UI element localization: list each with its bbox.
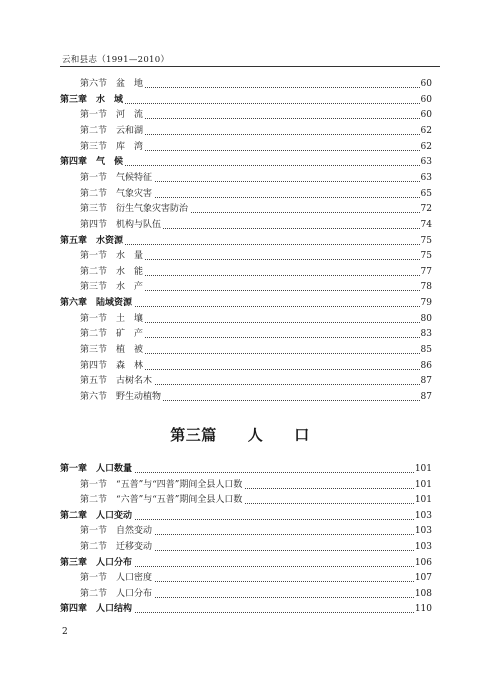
dot-leader	[96, 612, 424, 613]
dot-leader	[96, 353, 424, 354]
toc-page-number: 75	[420, 233, 432, 250]
toc-page-number: 79	[420, 295, 432, 312]
dot-leader	[96, 306, 424, 307]
toc-chapter-label: 第五章 水资源	[60, 233, 125, 250]
dot-leader	[96, 165, 424, 166]
toc-page-number: 62	[420, 123, 432, 140]
toc-section-row	[0, 570, 480, 587]
dot-leader	[96, 322, 424, 323]
toc-page-number: 80	[420, 311, 432, 328]
toc-section-label: 第一节 自然变动	[80, 523, 154, 540]
toc-section-label: 第四节 机构与队伍	[80, 217, 163, 234]
toc-page-number: 101	[414, 477, 432, 494]
toc-section-label: 第一节 水 量	[80, 248, 145, 265]
toc-chapter-row	[0, 233, 480, 250]
toc-section-row	[0, 201, 480, 218]
toc-page-number: 72	[420, 201, 432, 218]
page-number: 2	[62, 627, 68, 637]
toc-section-row	[0, 217, 480, 234]
toc-section-label: 第二节 “六普”与“五普”期间全县人口数	[80, 492, 244, 509]
toc-page-number: 107	[414, 570, 432, 587]
toc-section-row	[0, 326, 480, 343]
dot-leader	[96, 519, 424, 520]
toc-page-number: 108	[414, 586, 432, 603]
toc-section-row	[0, 539, 480, 556]
toc-section-label: 第一节 人口密度	[80, 570, 154, 587]
toc-chapter-label: 第三章 水 域	[60, 92, 125, 109]
toc-chapter-row	[0, 154, 480, 171]
dot-leader	[96, 259, 424, 260]
toc-page-number: 63	[420, 170, 432, 187]
dot-leader	[96, 103, 424, 104]
toc-page-number: 75	[420, 248, 432, 265]
toc-chapter-row	[0, 555, 480, 572]
toc-chapter-row	[0, 508, 480, 525]
toc-page-number: 103	[414, 508, 432, 525]
dot-leader	[96, 118, 424, 119]
toc-page-number: 77	[420, 264, 432, 281]
toc-section-row	[0, 358, 480, 375]
toc-section-row	[0, 492, 480, 509]
dot-leader	[96, 566, 424, 567]
toc-page-number: 101	[414, 461, 432, 478]
toc-section-label: 第二节 水 能	[80, 264, 145, 281]
dot-leader	[96, 369, 424, 370]
toc-page-number: 87	[420, 373, 432, 390]
dot-leader	[96, 472, 424, 473]
toc-section-label: 第二节 人口分布	[80, 586, 154, 603]
toc-section-row	[0, 123, 480, 140]
toc-page-number: 60	[420, 107, 432, 124]
toc-section-row	[0, 139, 480, 156]
dot-leader	[96, 244, 424, 245]
toc-page-number: 87	[420, 389, 432, 406]
toc-section-row	[0, 186, 480, 203]
toc-section-row	[0, 523, 480, 540]
toc-chapter-label: 第三章 人口分布	[60, 555, 134, 572]
toc-chapter-label: 第一章 人口数量	[60, 461, 134, 478]
toc-section-row	[0, 342, 480, 359]
dot-leader	[96, 337, 424, 338]
toc-page-number: 60	[420, 76, 432, 93]
toc-chapter-label: 第四章 气 候	[60, 154, 125, 171]
dot-leader	[96, 290, 424, 291]
toc-section-row	[0, 107, 480, 124]
toc-section-row	[0, 76, 480, 93]
toc-page-number: 83	[420, 326, 432, 343]
toc-section-label: 第四节 森 林	[80, 358, 145, 375]
toc-section-label: 第二节 云和湖	[80, 123, 145, 140]
toc-section-row	[0, 248, 480, 265]
toc-section-label: 第三节 植 被	[80, 342, 145, 359]
toc-page-number: 101	[414, 492, 432, 509]
toc-page-number: 103	[414, 539, 432, 556]
toc-page-number: 63	[420, 154, 432, 171]
toc-chapter-row	[0, 295, 480, 312]
toc-section-label: 第三节 水 产	[80, 279, 145, 296]
toc-section-label: 第六节 盆 地	[80, 76, 145, 93]
toc-chapter-label: 第二章 人口变动	[60, 508, 134, 525]
toc-section-label: 第一节 “五普”与“四普”期间全县人口数	[80, 477, 244, 494]
toc-page-number: 86	[420, 358, 432, 375]
toc-page-number: 78	[420, 279, 432, 296]
toc-chapter-label: 第六章 陆域资源	[60, 295, 134, 312]
toc-page-number: 106	[414, 555, 432, 572]
toc-section-row	[0, 311, 480, 328]
toc-page-number: 103	[414, 523, 432, 540]
toc-section-label: 第一节 土 壤	[80, 311, 145, 328]
toc-section-label: 第三节 衍生气象灾害防治	[80, 201, 190, 218]
dot-leader	[96, 150, 424, 151]
header-rule	[60, 66, 440, 67]
toc-section-label: 第一节 气候特征	[80, 170, 154, 187]
toc-page-number: 65	[420, 186, 432, 203]
dot-leader	[96, 87, 424, 88]
toc-page-number: 74	[420, 217, 432, 234]
toc-chapter-label: 第四章 人口结构	[60, 601, 134, 618]
toc-section-label: 第二节 矿 产	[80, 326, 145, 343]
toc-section-label: 第二节 迁移变动	[80, 539, 154, 556]
running-head: 云和县志（1991—2010）	[62, 55, 170, 65]
toc-page-number: 62	[420, 139, 432, 156]
part-title: 第三篇 人 口	[170, 426, 310, 444]
toc-section-label: 第六节 野生动植物	[80, 389, 163, 406]
toc-section-label: 第二节 气象灾害	[80, 186, 154, 203]
toc-section-row	[0, 389, 480, 406]
toc-page-number: 110	[414, 601, 432, 618]
toc-section-label: 第三节 库 湾	[80, 139, 145, 156]
dot-leader	[96, 275, 424, 276]
toc-section-row	[0, 586, 480, 603]
toc-chapter-row	[0, 461, 480, 478]
toc-section-row	[0, 170, 480, 187]
toc-section-row	[0, 279, 480, 296]
toc-chapter-row	[0, 601, 480, 618]
toc-page-number: 85	[420, 342, 432, 359]
toc-section-label: 第五节 古树名木	[80, 373, 154, 390]
toc-section-row	[0, 477, 480, 494]
toc-page-number: 60	[420, 92, 432, 109]
toc-section-label: 第一节 河 流	[80, 107, 145, 124]
toc-section-row	[0, 373, 480, 390]
toc-section-row	[0, 264, 480, 281]
dot-leader	[96, 134, 424, 135]
toc-chapter-row	[0, 92, 480, 109]
